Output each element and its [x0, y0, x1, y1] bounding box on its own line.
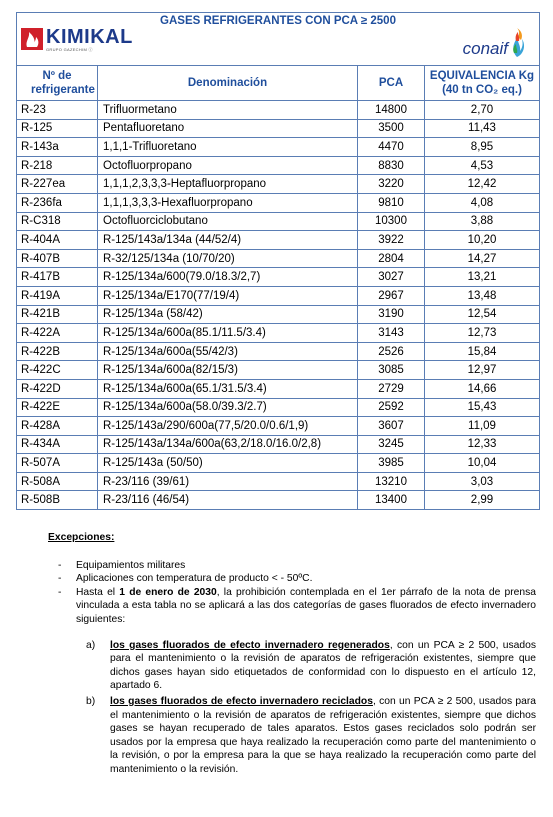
cell-pca: 13210	[358, 472, 425, 491]
table-row	[17, 417, 540, 436]
cell-pca: 4470	[358, 138, 425, 157]
cell-denomination: R-125/143a (50/50)	[98, 454, 358, 473]
cell-refrigerant-number: R-143a	[17, 138, 98, 157]
cell-denomination: R-23/116 (46/54)	[98, 491, 358, 510]
cell-pca: 14800	[358, 101, 425, 120]
cell-equivalence: 11,09	[425, 417, 540, 436]
cell-pca: 3027	[358, 268, 425, 287]
cell-denomination: 1,1,1,3,3,3-Hexafluorpropano	[98, 193, 358, 212]
cell-denomination: Trifluormetano	[98, 101, 358, 120]
table-row	[17, 119, 540, 138]
conaif-logo	[463, 27, 525, 59]
table-row	[17, 286, 540, 305]
table-row	[17, 398, 540, 417]
cell-pca: 3220	[358, 175, 425, 194]
cell-refrigerant-number: R-434A	[17, 435, 98, 454]
cell-pca: 10300	[358, 212, 425, 231]
cell-denomination: R-125/134a/600a(58.0/39.3/2.7)	[98, 398, 358, 417]
cell-refrigerant-number: R-417B	[17, 268, 98, 287]
exception-item	[48, 559, 536, 573]
exception-text: Equipamientos militares	[76, 559, 186, 571]
cell-denomination: R-125/143a/134a (44/52/4)	[98, 231, 358, 250]
exception-item	[48, 586, 536, 627]
sublist-item-b	[86, 695, 536, 777]
exceptions-title: Excepciones:	[48, 532, 115, 543]
cell-refrigerant-number: R-508A	[17, 472, 98, 491]
cell-pca: 3985	[358, 454, 425, 473]
cell-refrigerant-number: R-422C	[17, 361, 98, 380]
cell-denomination: R-125/134a/600a(65.1/31.5/3.4)	[98, 379, 358, 398]
table-row	[17, 435, 540, 454]
sublist-text: los gases fluorados de efecto invernadero regenerados, con un PCA ≥ 2 500, usados para el mantenimiento o la revisión de aparatos de refrigeración existentes, siempre que dichos gases hayan sido etiquetados de conformidad con lo dispuesto en el artículo 12, apartado 6.	[110, 639, 536, 692]
cell-pca: 2967	[358, 286, 425, 305]
bullet-dash: -	[58, 586, 62, 598]
cell-denomination: 1,1,1,2,3,3,3-Heptafluorpropano	[98, 175, 358, 194]
exception-sublist	[48, 639, 536, 777]
cell-pca: 2804	[358, 249, 425, 268]
cell-equivalence: 10,20	[425, 231, 540, 250]
cell-equivalence: 4,08	[425, 193, 540, 212]
table-row	[17, 249, 540, 268]
page-title: GASES REFRIGERANTES CON PCA ≥ 2500	[160, 15, 396, 27]
cell-pca: 3190	[358, 305, 425, 324]
cell-denomination: R-32/125/134a (10/70/20)	[98, 249, 358, 268]
cell-denomination: R-125/134a/E170(77/19/4)	[98, 286, 358, 305]
kimikal-flame-icon	[21, 28, 43, 50]
table-body	[17, 101, 540, 510]
cell-denomination: R-125/134a (58/42)	[98, 305, 358, 324]
cell-equivalence: 2,70	[425, 101, 540, 120]
table-row	[17, 268, 540, 287]
cell-pca: 9810	[358, 193, 425, 212]
cell-refrigerant-number: R-C318	[17, 212, 98, 231]
cell-denomination: Pentafluoretano	[98, 119, 358, 138]
cell-equivalence: 11,43	[425, 119, 540, 138]
exception-item	[48, 572, 536, 586]
cell-pca: 2729	[358, 379, 425, 398]
cell-refrigerant-number: R-218	[17, 156, 98, 175]
cell-refrigerant-number: R-422B	[17, 342, 98, 361]
conaif-flame-icon	[509, 27, 525, 59]
table-row	[17, 156, 540, 175]
cell-denomination: 1,1,1-Trifluoretano	[98, 138, 358, 157]
deadline-date: 1 de enero de 2030	[119, 586, 217, 598]
kimikal-logo-text: KIMIKAL	[46, 25, 133, 48]
cell-denomination: Octofluorpropano	[98, 156, 358, 175]
table-row	[17, 212, 540, 231]
bullet-dash: -	[58, 559, 62, 571]
cell-refrigerant-number: R-407B	[17, 249, 98, 268]
cell-refrigerant-number: R-508B	[17, 491, 98, 510]
cell-equivalence: 4,53	[425, 156, 540, 175]
sublist-label: b)	[86, 695, 96, 707]
exception-text: Hasta el 1 de enero de 2030, la prohibición contemplada en el 1er párrafo de la nota de prensa vinculada a esta tabla no se aplicará a las dos categorías de gases fluorados de efecto invernadero siguientes:	[76, 586, 536, 625]
cell-refrigerant-number: R-236fa	[17, 193, 98, 212]
refrigerant-table	[16, 12, 540, 510]
cell-equivalence: 3,88	[425, 212, 540, 231]
table-row	[17, 305, 540, 324]
table-row	[17, 231, 540, 250]
cell-equivalence: 8,95	[425, 138, 540, 157]
cell-pca: 8830	[358, 156, 425, 175]
cell-denomination: R-125/134a/600a(82/15/3)	[98, 361, 358, 380]
cell-denomination: R-125/134a/600a(55/42/3)	[98, 342, 358, 361]
cell-equivalence: 14,66	[425, 379, 540, 398]
table-row	[17, 175, 540, 194]
bullet-dash: -	[58, 573, 62, 585]
cell-equivalence: 15,84	[425, 342, 540, 361]
table-row	[17, 454, 540, 473]
cell-pca: 2526	[358, 342, 425, 361]
cell-denomination: R-125/143a/134a/600a(63,2/18.0/16.0/2,8)	[98, 435, 358, 454]
cell-equivalence: 12,42	[425, 175, 540, 194]
cell-refrigerant-number: R-227ea	[17, 175, 98, 194]
exceptions-section	[48, 531, 536, 779]
col-header-number: Nº de refrigerante	[17, 66, 98, 101]
cell-equivalence: 2,99	[425, 491, 540, 510]
cell-pca: 3143	[358, 324, 425, 343]
cell-refrigerant-number: R-422E	[17, 398, 98, 417]
cell-equivalence: 15,43	[425, 398, 540, 417]
cell-denomination: R-125/143a/290/600a(77,5/20.0/0.6/1,9)	[98, 417, 358, 436]
conaif-logo-text: conaif	[462, 39, 508, 58]
cell-pca: 3607	[358, 417, 425, 436]
table-row	[17, 101, 540, 120]
cell-equivalence: 12,73	[425, 324, 540, 343]
cell-equivalence: 3,03	[425, 472, 540, 491]
kimikal-logo-subtext: GRUPO GAZECHIM ⓡ	[46, 46, 93, 52]
cell-denomination: R-125/134a/600a(85.1/11.5/3.4)	[98, 324, 358, 343]
cell-denomination: Octofluorciclobutano	[98, 212, 358, 231]
cell-equivalence: 14,27	[425, 249, 540, 268]
cell-equivalence: 12,54	[425, 305, 540, 324]
cell-pca: 13400	[358, 491, 425, 510]
cell-equivalence: 12,97	[425, 361, 540, 380]
table-row	[17, 342, 540, 361]
cell-pca: 3922	[358, 231, 425, 250]
cell-refrigerant-number: R-125	[17, 119, 98, 138]
table-row	[17, 324, 540, 343]
cell-equivalence: 13,48	[425, 286, 540, 305]
sublist-text: los gases fluorados de efecto invernadero reciclados, con un PCA ≥ 2 500, usados para el mantenimiento o la revisión de aparatos de refrigeración existentes, siempre que dichos gases se hayan recuperado de tales aparatos. Estos gases reciclados solo podrán ser usados por la empresa que haya realizado la recuperación como parte del mantenimiento o la revisión, o por la empresa para la que se haya realizado la recuperación como parte del mantenimiento o la revisión.	[110, 695, 537, 775]
col-header-pca: PCA	[358, 66, 425, 101]
table-row	[17, 193, 540, 212]
table-row	[17, 491, 540, 510]
cell-refrigerant-number: R-507A	[17, 454, 98, 473]
col-header-denomination: Denominación	[98, 66, 358, 101]
cell-pca: 3085	[358, 361, 425, 380]
cell-refrigerant-number: R-419A	[17, 286, 98, 305]
cell-equivalence: 10,04	[425, 454, 540, 473]
table-row	[17, 472, 540, 491]
cell-denomination: R-23/116 (39/61)	[98, 472, 358, 491]
cell-equivalence: 13,21	[425, 268, 540, 287]
sublist-item-a	[86, 639, 536, 693]
cell-refrigerant-number: R-421B	[17, 305, 98, 324]
col-header-equivalence: EQUIVALENCIA Kg (40 tn CO₂ eq.)	[425, 66, 540, 101]
cell-refrigerant-number: R-404A	[17, 231, 98, 250]
sublist-label: a)	[86, 639, 96, 651]
kimikal-logo	[21, 27, 133, 51]
table-row	[17, 361, 540, 380]
table-row	[17, 138, 540, 157]
cell-refrigerant-number: R-428A	[17, 417, 98, 436]
table-header-banner	[17, 13, 540, 66]
cell-equivalence: 12,33	[425, 435, 540, 454]
cell-pca: 2592	[358, 398, 425, 417]
cell-refrigerant-number: R-23	[17, 101, 98, 120]
column-headers	[17, 66, 540, 101]
exception-text: Aplicaciones con temperatura de producto < - 50ºC.	[76, 573, 313, 585]
cell-pca: 3245	[358, 435, 425, 454]
table-row	[17, 379, 540, 398]
cell-denomination: R-125/134a/600(79.0/18.3/2,7)	[98, 268, 358, 287]
cell-refrigerant-number: R-422D	[17, 379, 98, 398]
cell-pca: 3500	[358, 119, 425, 138]
cell-refrigerant-number: R-422A	[17, 324, 98, 343]
